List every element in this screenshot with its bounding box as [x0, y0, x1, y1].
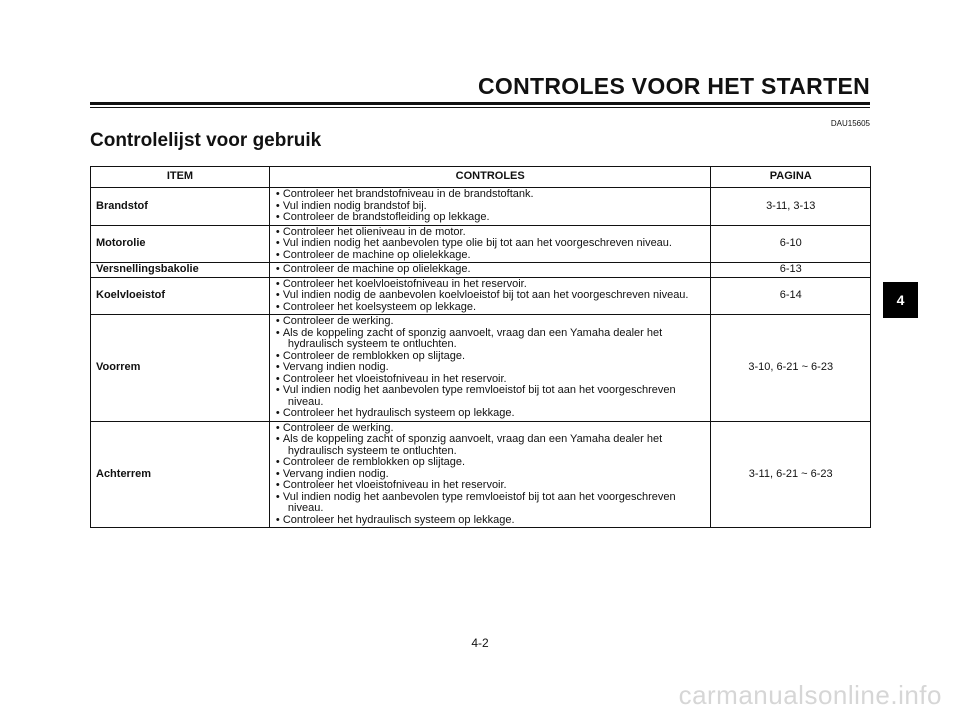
- control-item: • Controleer de werking.: [276, 423, 707, 435]
- controls-cell: [269, 315, 711, 422]
- controls-cell: [269, 277, 711, 315]
- section-title: Controlelijst voor gebruik: [90, 130, 322, 151]
- item-cell: Achterrem: [91, 421, 270, 528]
- chapter-tab-label: 4: [896, 292, 905, 308]
- control-item: • Vul indien nodig het aanbevolen type olie bij tot aan het voorgeschreven niveau.: [276, 238, 707, 250]
- control-item: • Controleer het olieniveau in de motor.: [276, 227, 707, 239]
- control-list: [276, 316, 707, 420]
- table-row: [91, 421, 871, 528]
- control-item: • Controleer de machine op olielekkage.: [276, 264, 707, 276]
- control-item: • Controleer het koelvloeistofniveau in het reservoir.: [276, 279, 707, 291]
- control-item: • Controleer de brandstofleiding op lekkage.: [276, 212, 707, 224]
- control-list: [276, 279, 707, 314]
- page-reference-cell: 6-13: [711, 263, 871, 278]
- control-item: • Controleer de remblokken op slijtage.: [276, 457, 707, 469]
- table-row: [91, 225, 871, 263]
- control-item: • Controleer het koelsysteem op lekkage.: [276, 302, 707, 314]
- control-list: [276, 423, 707, 527]
- control-list: [276, 227, 707, 262]
- column-header-item: ITEM: [91, 167, 270, 188]
- control-item: • Controleer het hydraulisch systeem op lekkage.: [276, 408, 707, 420]
- column-header-page: PAGINA: [711, 167, 871, 188]
- page-number: 4-2: [471, 636, 489, 650]
- header-rule-thin: [90, 107, 870, 108]
- control-item: • Als de koppeling zacht of sponzig aanvoelt, vraag dan een Yamaha dealer het hydraulisch systeem te ontluchten.: [276, 434, 707, 457]
- control-item: • Controleer het vloeistofniveau in het reservoir.: [276, 480, 707, 492]
- control-item: • Vervang indien nodig.: [276, 362, 707, 374]
- control-item: • Controleer het vloeistofniveau in het reservoir.: [276, 374, 707, 386]
- page-reference-cell: 3-11, 6-21 ~ 6-23: [711, 421, 871, 528]
- control-item: • Controleer het brandstofniveau in de brandstoftank.: [276, 189, 707, 201]
- control-item: • Controleer de machine op olielekkage.: [276, 250, 707, 262]
- control-item: • Controleer de remblokken op slijtage.: [276, 351, 707, 363]
- item-cell: Koelvloeistof: [91, 277, 270, 315]
- page-reference-cell: 3-10, 6-21 ~ 6-23: [711, 315, 871, 422]
- checklist-table: [90, 166, 871, 528]
- column-header-controls: CONTROLES: [269, 167, 711, 188]
- page-reference-cell: 6-10: [711, 225, 871, 263]
- table-row: [91, 188, 871, 226]
- controls-cell: [269, 263, 711, 278]
- control-item: • Controleer de werking.: [276, 316, 707, 328]
- controls-cell: [269, 225, 711, 263]
- chapter-title: CONTROLES VOOR HET STARTEN: [478, 73, 870, 99]
- item-cell: Versnellingsbakolie: [91, 263, 270, 278]
- control-item: • Vul indien nodig het aanbevolen type remvloeistof bij tot aan het voorgeschreven niveau.: [276, 385, 707, 408]
- control-item: • Als de koppeling zacht of sponzig aanvoelt, vraag dan een Yamaha dealer het hydraulisch systeem te ontluchten.: [276, 328, 707, 351]
- page-reference-cell: 3-11, 3-13: [711, 188, 871, 226]
- table-row: [91, 263, 871, 278]
- table-row: [91, 315, 871, 422]
- control-item: • Vul indien nodig de aanbevolen koelvloeistof bij tot aan het voorgeschreven niveau.: [276, 290, 707, 302]
- control-list: [276, 189, 707, 224]
- header-rule-thick: [90, 102, 870, 105]
- item-cell: Brandstof: [91, 188, 270, 226]
- controls-cell: [269, 188, 711, 226]
- watermark: carmanualsonline.info: [678, 680, 942, 710]
- item-cell: Motorolie: [91, 225, 270, 263]
- controls-cell: [269, 421, 711, 528]
- table-header-row: [91, 167, 871, 188]
- chapter-tab[interactable]: [883, 282, 918, 318]
- control-list: [276, 264, 707, 276]
- control-item: • Vervang indien nodig.: [276, 469, 707, 481]
- control-item: • Vul indien nodig het aanbevolen type remvloeistof bij tot aan het voorgeschreven niveau.: [276, 492, 707, 515]
- document-code: DAU15605: [830, 119, 870, 128]
- control-item: • Vul indien nodig brandstof bij.: [276, 201, 707, 213]
- item-cell: Voorrem: [91, 315, 270, 422]
- table-row: [91, 277, 871, 315]
- control-item: • Controleer het hydraulisch systeem op lekkage.: [276, 515, 707, 527]
- table-body: [91, 188, 871, 528]
- page-header: [90, 72, 870, 100]
- page-reference-cell: 6-14: [711, 277, 871, 315]
